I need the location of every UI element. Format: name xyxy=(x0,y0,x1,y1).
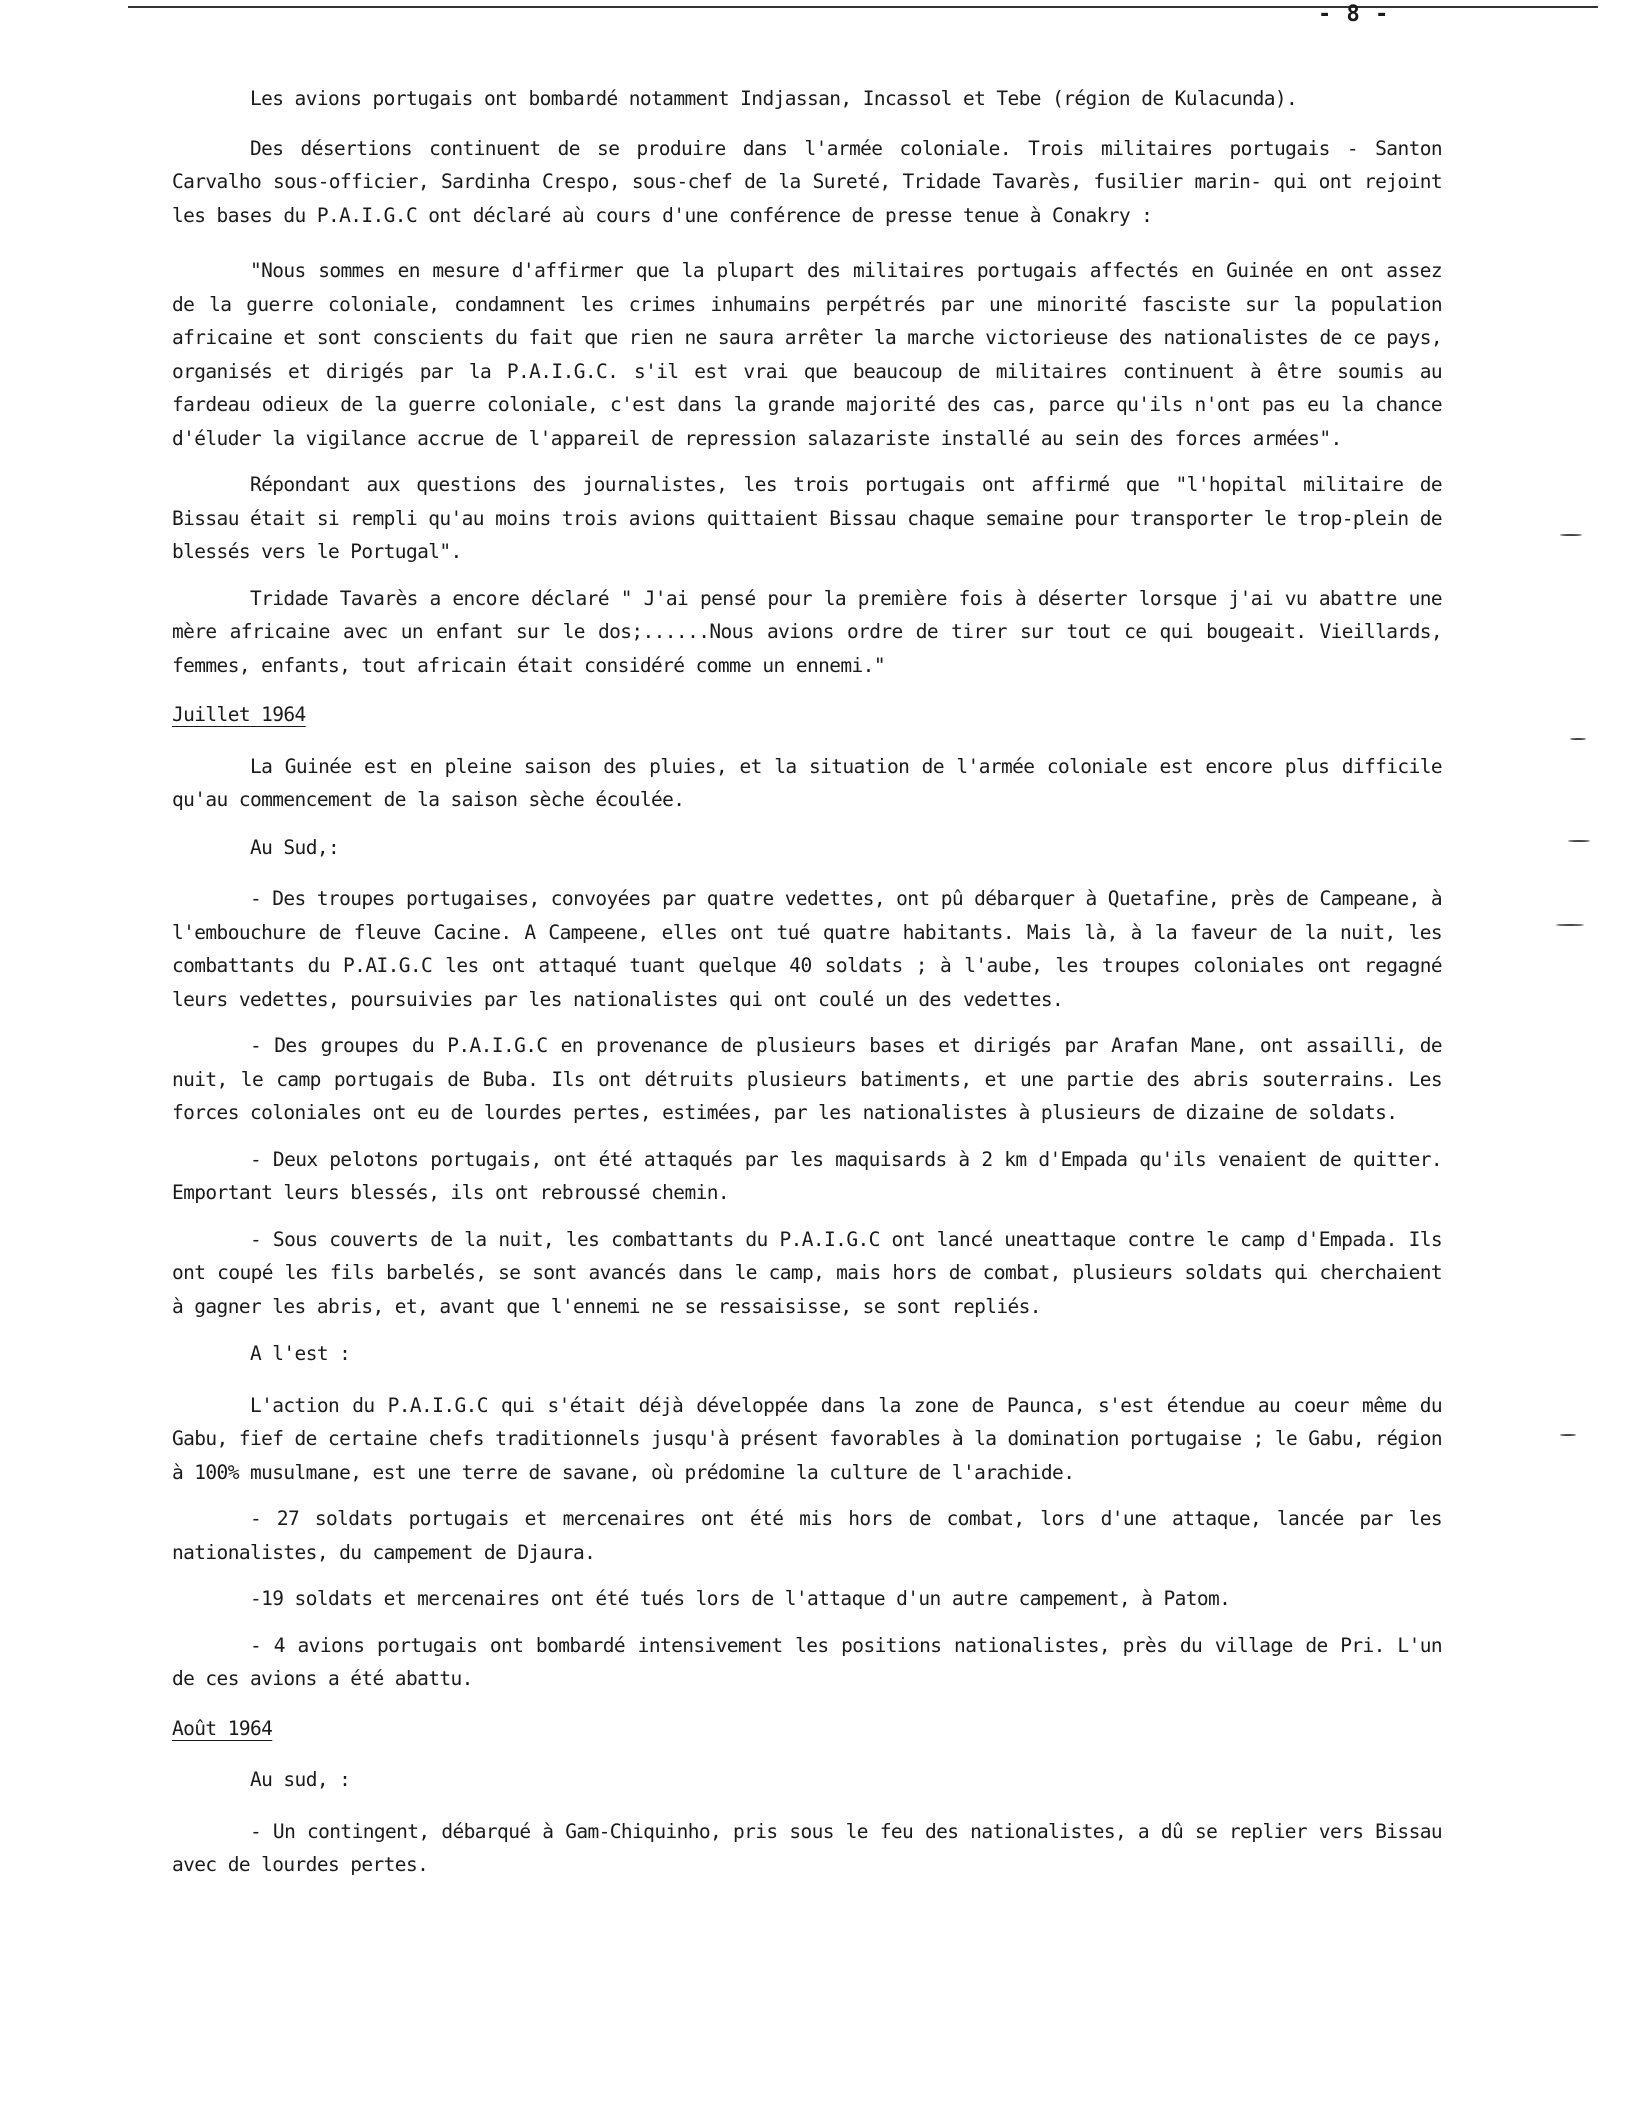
list-item: - 4 avions portugais ont bombardé intensivement les positions nationalistes, près du village de Pri. L'un de ces avions a été abattu. xyxy=(172,1633,1442,1690)
quote-paragraph: "Nous sommes en mesure d'affirmer que la plupart des militaires portugais affectés en Guinée en ont assez de la guerre coloniale, condamnent les crimes inhumains perpétrés par une minorité fasciste sur la population africaine et sont conscients du fait que rien ne saura arrêter la marche victorieuse des nationalistes de ce pays, organisés et dirigés par la P.A.I.G.C. s'il est vrai que beaucoup de militaires continuent à être soumis au fardeau odieux de la guerre coloniale, c'est dans la grande majorité des cas, parce qu'ils n'ont pas eu la chance d'éluder la vigilance accrue de l'appareil de repression salazariste installé au sein des forces armées". xyxy=(172,259,1442,450)
margin-mark xyxy=(1556,924,1584,926)
margin-mark xyxy=(1560,534,1582,536)
list-item: - 27 soldats portugais et mercenaires ont été mis hors de combat, lors d'une attaque, lancée par les nationalistes, du campement de Djaura. xyxy=(172,1507,1442,1564)
list-item: - Sous couverts de la nuit, les combattants du P.A.I.G.C ont lancé uneattaque contre le camp d'Empada. Ils ont coupé les fils barbelés, se sont avancés dans le camp, mais hors de combat, plusieurs soldats qui cherchaient à gagner les abris, et, avant que l'ennemi ne se ressaisisse, se sont repliés. xyxy=(172,1227,1442,1318)
list-item: - Un contingent, débarqué à Gam-Chiquinho, pris sous le feu des nationalistes, a dû se replier vers Bissau avec de lourdes pertes. xyxy=(172,1819,1442,1876)
page-number: - 8 - xyxy=(1318,2,1390,27)
list-item: -19 soldats et mercenaires ont été tués lors de l'attaque d'un autre campement, à Patom. xyxy=(250,1587,1231,1610)
paragraph: Répondant aux questions des journalistes, les trois portugais ont affirmé que "l'hopital militaire de Bissau était si rempli qu'au moins trois avions quittaient Bissau chaque semaine pour transporter le trop-plein de blessés vers le Portugal". xyxy=(172,473,1442,563)
paragraph: Les avions portugais ont bombardé notamment Indjassan, Incassol et Tebe (région de Kulacunda). xyxy=(250,87,1298,110)
subheading-sud-aout: Au sud, : xyxy=(250,1768,351,1791)
list-item: - Des troupes portugaises, convoyées par quatre vedettes, ont pû débarquer à Quetafine, près de Campeane, à l'embouchure de fleuve Cacine. A Campeene, elles ont tué quatre habitants. Mais là, à la faveur de la nuit, les combattants du P.AI.G.C les ont attaqué tuant quelque 40 soldats ; à l'aube, les troupes coloniales ont regagné leurs vedettes, poursuivies par les nationalistes qui ont coulé un des vedettes. xyxy=(172,887,1442,1011)
document-body xyxy=(172,82,1442,1895)
section-heading-juillet: Juillet 1964 xyxy=(172,703,306,726)
margin-mark xyxy=(1570,738,1586,740)
paragraph: Tridade Tavarès a encore déclaré " J'ai pensé pour la première fois à déserter lorsque j'ai vu abattre une mère africaine avec un enfant sur le dos;......Nous avions ordre de tirer sur tout ce qui bougeait. Vieillards, femmes, enfants, tout africain était considéré comme un ennemi." xyxy=(172,586,1442,677)
margin-mark xyxy=(1560,1434,1576,1436)
list-item: - Deux pelotons portugais, ont été attaqués par les maquisards à 2 km d'Empada qu'ils venaient de quitter. Emportant leurs blessés, ils ont rebroussé chemin. xyxy=(172,1147,1442,1204)
paragraph: L'action du P.A.I.G.C qui s'était déjà développée dans la zone de Paunca, s'est étendue au coeur même du Gabu, fief de certaine chefs traditionnels jusqu'à présent favorables à la domination portugaise ; le Gabu, région à 100% musulmane, est une terre de savane, où prédomine la culture de l'arachide. xyxy=(172,1393,1442,1484)
section-heading-aout: Août 1964 xyxy=(172,1716,273,1740)
subheading-sud: Au Sud,: xyxy=(250,835,340,859)
subheading-est: A l'est : xyxy=(250,1342,351,1365)
list-item: - Des groupes du P.A.I.G.C en provenance de plusieurs bases et dirigés par Arafan Mane, ont assailli, de nuit, le camp portugais de Buba. Ils ont détruits plusieurs batiments, et une partie des abris souterrains. Les forces coloniales ont eu de lourdes pertes, estimées, par les nationalistes à plusieurs de dizaine de soldats. xyxy=(172,1034,1442,1124)
paragraph: Des désertions continuent de se produire dans l'armée coloniale. Trois militaires portugais - Santon Carvalho sous-officier, Sardinha Crespo, sous-chef de la Sureté, Tridade Tavarès, fusilier marin- qui ont rejoint les bases du P.A.I.G.C ont déclaré aù cours d'une conférence de presse tenue à Conakry : xyxy=(172,136,1442,227)
margin-mark xyxy=(1568,840,1590,842)
paragraph: La Guinée est en pleine saison des pluies, et la situation de l'armée coloniale est encore plus difficile qu'au commencement de la saison sèche écoulée. xyxy=(172,754,1442,811)
